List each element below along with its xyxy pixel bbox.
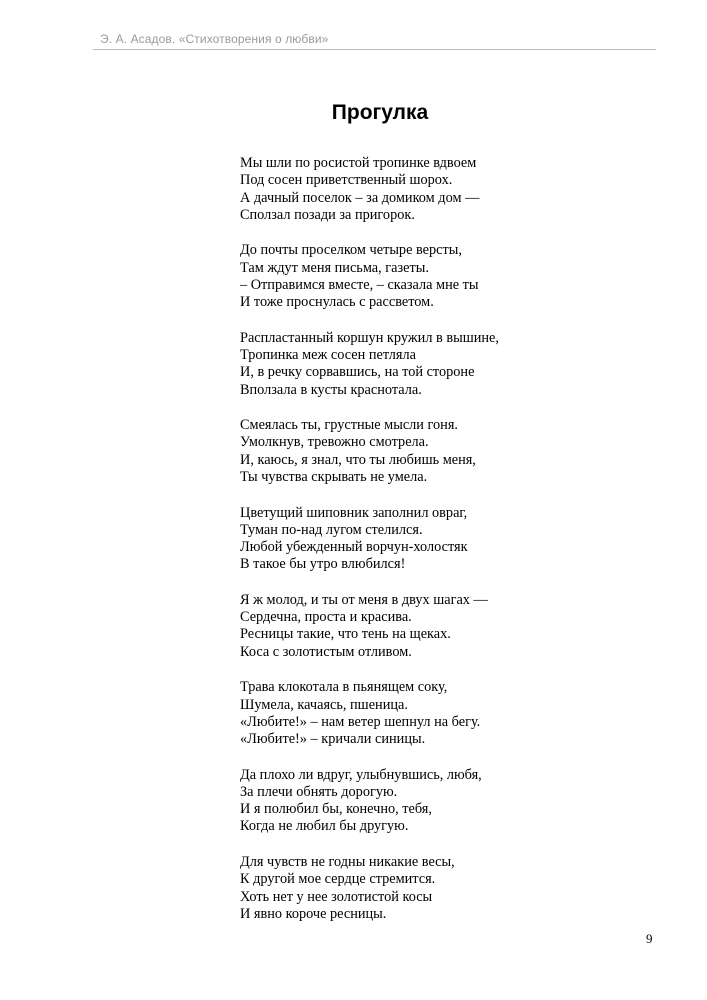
poem-line: Да плохо ли вдруг, улыбнувшись, любя,	[240, 766, 482, 783]
stanza	[240, 505, 660, 574]
poem-line: И, каюсь, я знал, что ты любишь меня,	[240, 451, 476, 468]
stanza	[240, 155, 660, 224]
poem-line: Сердечна, проста и красива.	[240, 609, 412, 626]
poem-line: – Отправимся вместе, – сказала мне ты	[240, 276, 479, 293]
poem-line: Туман по-над лугом стелился.	[240, 521, 423, 538]
stanza	[240, 854, 660, 923]
stanza	[240, 242, 660, 311]
poem-line: Распластанный коршун кружил в вышине,	[240, 329, 499, 346]
poem-line: Шумела, качаясь, пшеница.	[240, 696, 408, 713]
poem-line: А дачный поселок – за домиком дом —	[240, 189, 480, 206]
poem-line: Умолкнув, тревожно смотрела.	[240, 434, 429, 451]
poem-line: Трава клокотала в пьянящем соку,	[240, 679, 448, 696]
poem-line: Коса с золотистым отливом.	[240, 643, 412, 660]
poem-line: Любой убежденный ворчун-холостяк	[240, 539, 468, 556]
poem-title: Прогулка	[331, 101, 429, 124]
poem-line: До почты проселком четыре версты,	[240, 242, 462, 259]
poem-line: Вползала в кусты краснотала.	[240, 381, 422, 398]
poem-line: Я ж молод, и ты от меня в двух шагах —	[240, 591, 488, 608]
poem-line: Под сосен приветственный шорох.	[240, 172, 453, 189]
poem-line: «Любите!» – нам ветер шепнул на бегу.	[240, 713, 481, 730]
poem-body	[240, 155, 660, 942]
poem-line: В такое бы утро влюбился!	[240, 556, 406, 573]
stanza	[240, 592, 660, 661]
poem-line: И явно короче ресницы.	[240, 905, 387, 922]
poem-line: И, в речку сорвавшись, на той стороне	[240, 364, 475, 381]
stanza	[240, 679, 660, 748]
poem-line: Когда не любил бы другую.	[240, 818, 409, 835]
poem-line: Цветущий шиповник заполнил овраг,	[240, 504, 468, 521]
poem-line: Сползал позади за пригорок.	[240, 206, 415, 223]
poem-line: «Любите!» – кричали синицы.	[240, 731, 426, 748]
poem-line: И я полюбил бы, конечно, тебя,	[240, 801, 432, 818]
poem-line: И тоже проснулась с рассветом.	[240, 294, 434, 311]
page-number: 9	[646, 931, 653, 946]
poem-line: Ресницы такие, что тень на щеках.	[240, 626, 451, 643]
poem-line: За плечи обнять дорогую.	[240, 783, 398, 800]
poem-line: Ты чувства скрывать не умела.	[240, 468, 428, 485]
running-header: Э. А. Асадов. «Стихотворения о любви»	[100, 32, 329, 46]
poem-line: Для чувств не годны никакие весы,	[240, 854, 455, 871]
poem-line: Тропинка меж сосен петляла	[240, 347, 416, 364]
header-rule	[93, 49, 656, 50]
stanza	[240, 330, 660, 399]
poem-line: Там ждут меня письма, газеты.	[240, 259, 429, 276]
poem-line: К другой мое сердце стремится.	[240, 871, 436, 888]
poem-line: Мы шли по росистой тропинке вдвоем	[240, 155, 477, 171]
stanza	[240, 417, 660, 486]
poem-line: Смеялась ты, грустные мысли гоня.	[240, 417, 458, 434]
stanza	[240, 767, 660, 836]
poem-line: Хоть нет у нее золотистой косы	[240, 888, 433, 905]
